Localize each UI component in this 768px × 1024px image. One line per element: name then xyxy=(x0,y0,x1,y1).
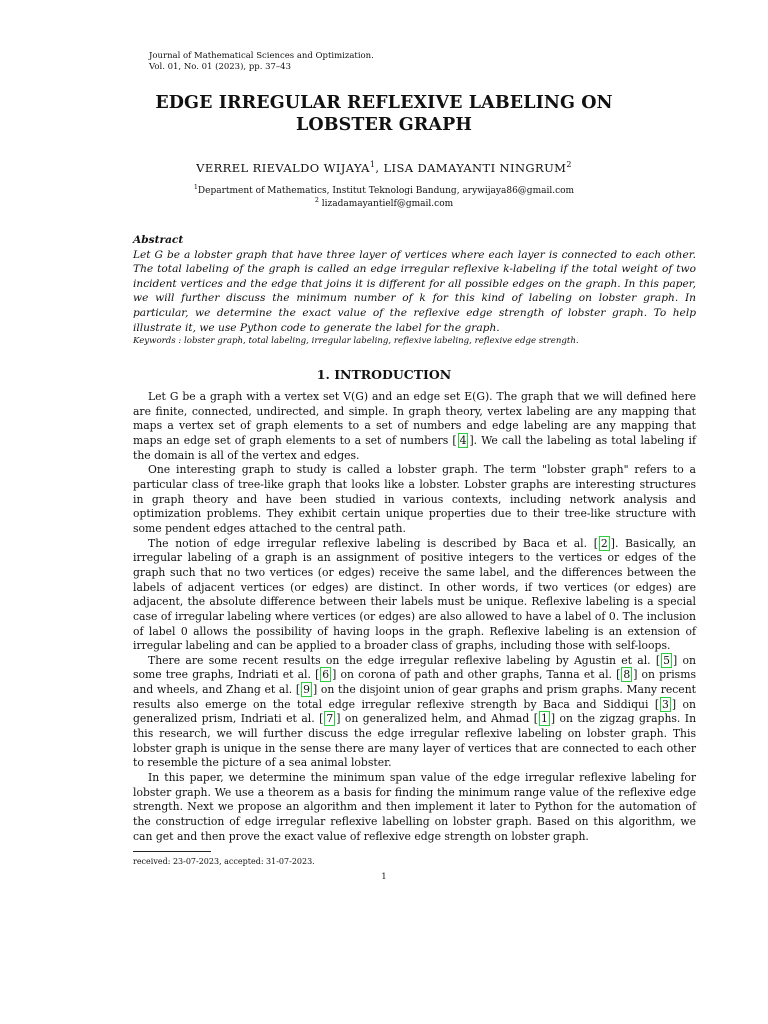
footnote: received: 23-07-2023, accepted: 31-07-2023. xyxy=(133,857,315,866)
paragraph-4-text: on the disjoint union of gear graphs and prism graphs. Many recent results also emerge on the total edge irregular reflexive strength by Baca and Siddiqui xyxy=(133,683,696,711)
citation-link[interactable]: 7 xyxy=(326,712,334,726)
affiliation-1 xyxy=(100,185,668,198)
paragraph-4: There are some recent results on the edge irregular reflexive labeling by Agustin et al. [ 5 ] on some tree graphs, Indriati et al. [ 6 ] on corona of path and other graphs, Tanna et al. [ 8 ] on prisms and wheels, and Zhang et al. [ 9 ] on the disjoint union of gear graphs and prism graphs. Many recent results also emerge on the total edge irregular reflexive strength by Baca and Siddiqui [ 3 ] on generalized prism, Indriati et al. [ 7 ] on generalized helm, and Ahmad [ 1 ] on the zigzag graphs. In this research, we will further discuss the edge irregular reflexive labeling on lobster graph. This lobster graph is unique in the sense there are many layer of vertices that are connected to each other to resemble the picture of a sea animal lobster. xyxy=(133,653,697,770)
paragraph-5-text: In this paper, we determine the minimum span value of the edge irregular reflexive labeling for lobster graph. We use a theorem as a basis for finding the minimum range value of the reflexive edge strength. Next we propose an algorithm and then implement it later to Python for the automation of the construction of edge irregular reflexive labelling on lobster graph. Based on this algorithm, we can get and then prove the exact value of reflexive edge strength on lobster graph. xyxy=(133,771,696,843)
footnote-rule xyxy=(133,851,211,852)
keywords: Keywords : lobster graph, total labeling, irregular labeling, reflexive labeling, reflexive edge strength. xyxy=(133,336,579,346)
journal-volume: Vol. 01, No. 01 (2023), pp. 37–43 xyxy=(149,62,291,72)
paper-title: EDGE IRREGULAR REFLEXIVE LABELING ON LOBSTER GRAPH xyxy=(155,93,613,135)
section-heading-introduction: 1. INTRODUCTION xyxy=(316,367,452,382)
affiliation-2 xyxy=(100,198,668,211)
paragraph-4-text: on generalized helm, and Ahmad xyxy=(340,712,534,726)
journal-header xyxy=(149,51,374,73)
author-list xyxy=(100,161,668,175)
paragraph-4-text: on some tree graphs, Indriati et al. xyxy=(133,653,696,682)
paragraph-1-text: Let G be a graph with a vertex set V(G) and an edge set E(G). The graph that we will defined here are finite, connected, undirected, and simple. In graph theory, vertex labeling are any mapping that maps a vertex set of graph elements to a set of numbers and edge labeling are any mapping that maps an edge set of graph elements to a set of numbers xyxy=(133,390,696,447)
citation-link[interactable]: 5 xyxy=(663,653,671,667)
citation-link[interactable]: 8 xyxy=(623,668,631,682)
citation-link[interactable]: 4 xyxy=(459,433,467,447)
affiliation-2-text: lizadamayantielf@gmail.com xyxy=(318,199,454,209)
author-2: LISA DAMAYANTI NINGRUM xyxy=(383,161,567,175)
affiliation-1-mark: 1 xyxy=(193,184,198,191)
paragraph-1-text: . We call the labeling as total labeling if the domain is all of the vertex and edges. xyxy=(133,433,696,462)
paragraph-1: Let G be a graph with a vertex set V(G) and an edge set E(G). The graph that we will defined here are finite, connected, undirected, and simple. In graph theory, vertex labeling are any mapping that maps a vertex set of graph elements to a set of numbers and edge labeling are any mapping that maps an edge set of graph elements to a set of numbers [ 4 ]. We call the labeling as total labeling if the domain is all of the vertex and edges. xyxy=(133,390,696,462)
introduction-body xyxy=(133,390,696,844)
paragraph-4-text: There are some recent results on the edge irregular reflexive labeling by Agustin et al. xyxy=(148,653,656,667)
citation-link[interactable]: 1 xyxy=(540,712,548,726)
paragraph-2 xyxy=(133,463,696,536)
affiliations xyxy=(100,185,668,211)
abstract xyxy=(133,233,696,335)
author-1: VERREL RIEVALDO WIJAYA xyxy=(196,161,370,175)
affiliation-2-mark: 2 xyxy=(314,197,319,204)
author-2-mark: 2 xyxy=(566,160,572,170)
abstract-text: Let G be a lobster graph that have three layer of vertices where each layer is connected to each other. The total labeling of the graph is called an edge irregular reflexive k-labeling if the total weight of two incident vertices and the edge that joins it is different for all possible edges on the graph. In this paper, we will further discuss the minimum number of k for this kind of labeling on lobster graph. In particular, we determine the exact value of the reflexive edge strength of lobster graph. To help illustrate it, we use Python code to generate the label for the graph. xyxy=(133,248,696,334)
page-number: 1 xyxy=(381,872,387,882)
citation-link[interactable]: 2 xyxy=(600,536,608,550)
paragraph-4-text: on generalized prism, Indriati et al. xyxy=(133,697,696,726)
citation-link[interactable]: 9 xyxy=(303,683,311,697)
abstract-heading: Abstract xyxy=(133,234,184,246)
author-1-mark: 1 xyxy=(369,160,376,170)
paragraph-3-text: The notion of edge irregular reflexive labeling is described by Baca et al. xyxy=(148,536,594,550)
affiliation-1-text: Department of Mathematics, Institut Teknologi Bandung, arywijaya86@gmail.com xyxy=(197,186,575,196)
paragraph-5 xyxy=(133,771,696,844)
paragraph-4-text: on corona of path and other graphs, Tanna et al. xyxy=(336,668,617,682)
author-separator: , xyxy=(375,161,384,175)
paragraph-2-text: One interesting graph to study is called a lobster graph. The term "lobster graph" refers to a particular class of tree-like graph that looks like a lobster. Lobster graphs are interesting structures in graph theory and have been studied in various contexts, including network analysis and optimization problems. They exhibit certain unique properties due to their tree-like structure with some pendent edges attached to the central path. xyxy=(133,463,696,535)
citation-link[interactable]: 6 xyxy=(322,668,330,682)
paragraph-3-text: . Basically, an irregular labeling of a graph is an assignment of positive integers to the vertices or edges of the graph such that no two vertices (or edges) receive the same label, and the differences between the labels of adjacent vertices (or edges) are distinct. In other words, if two vertices (or edges) are adjacent, the absolute difference between their labels must be unique. Reflexive labeling is a special case of irregular labeling where vertices (or edges) are also allowed to have a label of 0. The inclusion of label 0 allows the possibility of having loops in the graph. Reflexive labeling is an extension of irregular labeling and can be applied to a broader class of graphs, including those with self-loops. xyxy=(133,536,696,653)
paragraph-3: The notion of edge irregular reflexive labeling is described by Baca et al. [ 2 ]. Basically, an irregular labeling of a graph is an assignment of positive integers to the vertices or edges of the graph such that no two vertices (or edges) receive the same label, and the differences between the labels of adjacent vertices (or edges) are distinct. In other words, if two vertices (or edges) are adjacent, the absolute difference between their labels must be unique. Reflexive labeling is a special case of irregular labeling where vertices (or edges) are also allowed to have a label of 0. The inclusion of label 0 allows the possibility of having loops in the graph. Reflexive labeling is an extension of irregular labeling and can be applied to a broader class of graphs, including those with self-loops. xyxy=(133,536,696,653)
paragraph-4-text: on the zigzag graphs. In this research, we will further discuss the edge irregular reflexive labeling on lobster graph. This lobster graph is unique in the sense there are many layer of vertices that are connected to each other to resemble the picture of a sea animal lobster. xyxy=(133,712,697,770)
paragraph-4-text: on prisms and wheels, and Zhang et al. xyxy=(133,668,696,697)
journal-name: Journal of Mathematical Sciences and Optimization. xyxy=(149,51,374,61)
citation-link[interactable]: 3 xyxy=(662,697,669,711)
